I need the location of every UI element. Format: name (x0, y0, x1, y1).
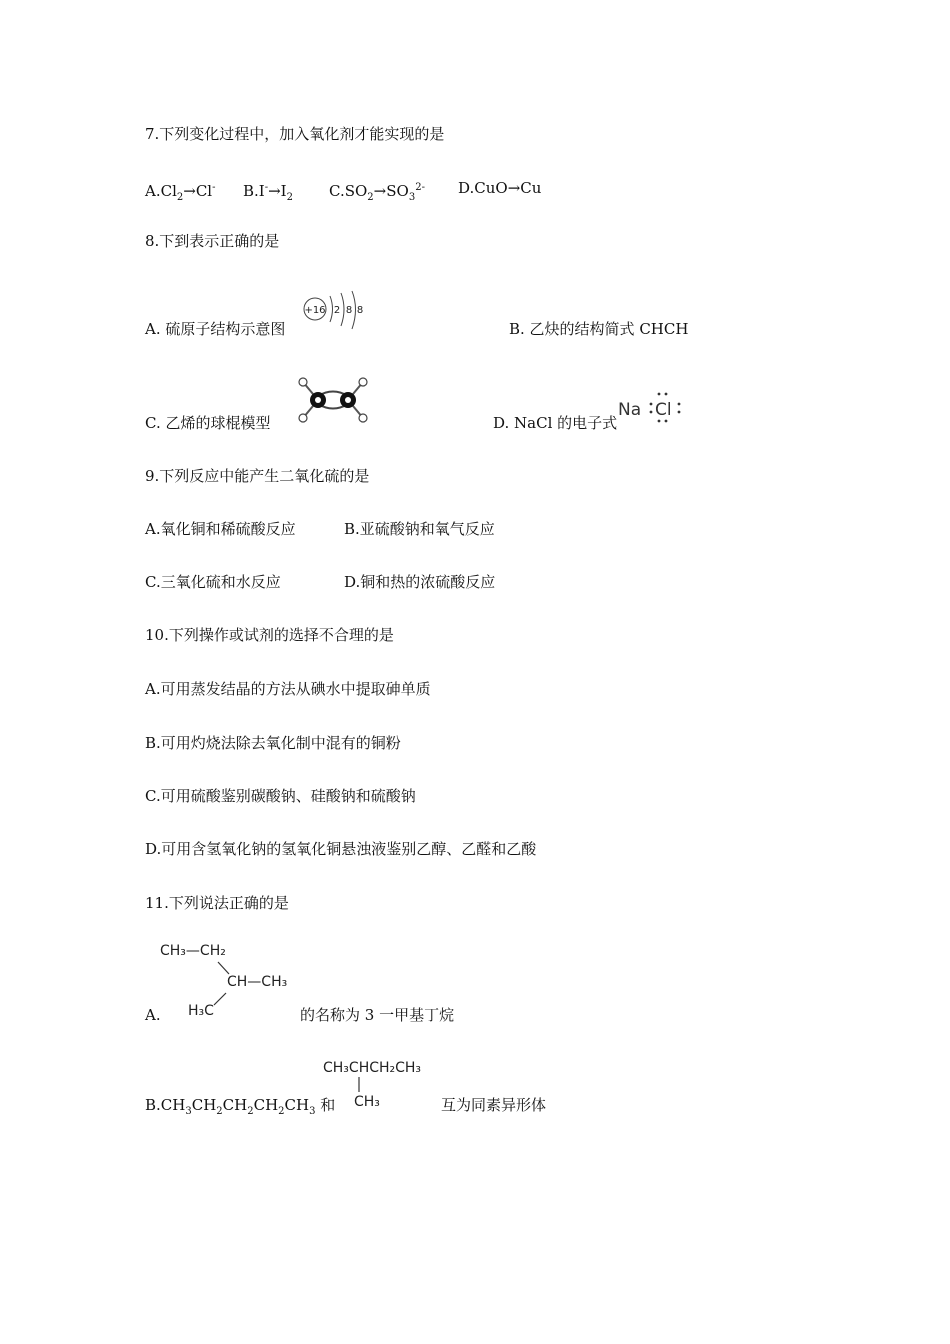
q7-option-b: $B.I^-\to I_2$ (243, 182, 293, 203)
q9-option-b: B.亚硫酸钠和氧气反应 (344, 520, 495, 538)
q9-stem: 9.下列反应中能产生二氧化硫的是 (145, 467, 370, 485)
formula-a-line-3: H₃C (188, 1003, 214, 1019)
q8-option-c: C. 乙烯的球棍模型 (145, 414, 271, 432)
formula-a-line-2: CH—CH₃ (227, 974, 288, 990)
sulfur-atom-structure-diagram (300, 288, 370, 334)
q11-option-a-structural-formula (160, 943, 310, 1023)
q7-option-a: $A.Cl_2\to Cl^-$ (145, 182, 216, 203)
shell-2-electrons: 8 (345, 305, 353, 316)
q7-stem: 7.下列变化过程中，加入氧化剂才能实现的是 (145, 125, 445, 143)
q10-option-b: B.可用灼烧法除去氧化制中混有的铜粉 (145, 734, 401, 752)
q11-stem: 11.下列说法正确的是 (145, 894, 289, 912)
q7-option-c: $C.SO_2\to SO_3^{2-}$ (329, 182, 425, 203)
q11-option-b-text: 互为同素异形体 (441, 1096, 547, 1114)
q8-option-d: D. NaCl 的电子式 (493, 414, 618, 432)
q9-option-c: C.三氧化硫和水反应 (145, 573, 281, 591)
formula-b-line-1: CH₃CHCH₂CH₃ (323, 1060, 422, 1076)
formula-b-line-2: CH₃ (354, 1094, 380, 1110)
q10-option-d: D.可用含氢氧化钠的氢氧化铜悬浊液鉴别乙醇、乙醛和乙酸 (145, 840, 537, 858)
q11-option-b-structural-formula (323, 1060, 443, 1116)
q11-option-b-formula: $B.CH_3CH_2CH_2CH_2CH_3$ 和 (145, 1096, 336, 1117)
nacl-electron-dot-formula (617, 388, 683, 426)
q10-stem: 10.下列操作或试剂的选择不合理的是 (145, 626, 394, 644)
q7-option-d: D.CuO→Cu (458, 179, 542, 197)
q8-stem: 8.下到表示正确的是 (145, 232, 280, 250)
q9-option-d: D.铜和热的浓硫酸反应 (344, 573, 496, 591)
q8-option-b: B. 乙炔的结构简式 CHCH (509, 320, 689, 338)
q9-option-a: A.氧化铜和稀硫酸反应 (145, 520, 296, 538)
q8-option-a: A. 硫原子结构示意图 (145, 320, 286, 338)
q10-option-c: C.可用硫酸鉴别碳酸钠、硅酸钠和硫酸钠 (145, 787, 416, 805)
q11-option-a-label: A. (145, 1006, 161, 1024)
shell-3-electrons: 8 (356, 305, 364, 316)
nucleus-charge: +16 (304, 305, 326, 316)
q10-option-a: A.可用蒸发结晶的方法从碘水中提取砷单质 (145, 680, 431, 698)
sodium-symbol: Na (618, 400, 642, 420)
shell-1-electrons: 2 (333, 305, 341, 316)
ethylene-ball-stick-model (290, 372, 374, 428)
chlorine-symbol: Cl (655, 400, 672, 420)
formula-a-line-1: CH₃—CH₂ (160, 943, 226, 959)
q11-option-a-text: 的名称为 3 一甲基丁烷 (300, 1006, 455, 1024)
